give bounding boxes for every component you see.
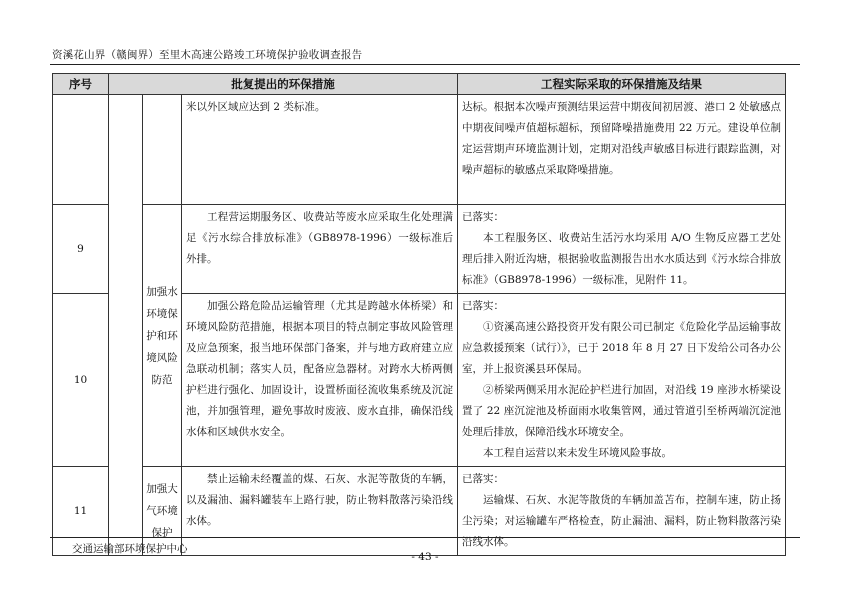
result-text: 达标。根据本次噪声预测结果运营中期夜间初居渡、港口 2 处敏感点中期夜间噪声值超标超标，预留降噪措施费用 22 万元。建设单位制定运营期声环境监测计划，定期对沿线声敏感目标进行跟踪监测，对噪声超标的敏感点采取降噪措施。	[462, 101, 782, 176]
row-category	[143, 95, 182, 205]
col-header-result: 工程实际采取的环保措施及结果	[458, 74, 786, 95]
outer-category-cell	[109, 95, 143, 556]
result-text: 本工程自运营以来未发生环境风险事故。	[483, 447, 673, 459]
page-number: - 43 -	[411, 551, 439, 563]
result-text: 运输煤、石灰、水泥等散货的车辆加盖苫布，控制车速，防止扬尘污染；对运输罐车严格检查，防止漏油、漏料，防止物料散落污染沿线水体。	[462, 494, 782, 548]
requirement-text: 米以外区域应达到 2 类标准。	[186, 101, 326, 113]
row-requirement	[182, 205, 458, 294]
row-seq	[53, 95, 109, 205]
requirement-text: 加强公路危险品运输管理（尤其是跨越水体桥梁）和环境风险防范措施，根据本项目的特点制定事故风险管理及应急预案，报当地环保部门备案，并与地方政府建立应急联动机制；落实人员，配备应急器材。对跨水大桥两侧护栏进行强化、加固设计，设置桥面径流收集系统及沉淀池，并加强管理，避免事故时废液、废水直排，确保沿线水体和区域供水安全。	[186, 300, 454, 438]
report-title: 资溪花山界（赣闽界）至里木高速公路竣工环境保护验收调查报告	[52, 49, 363, 61]
footer-divider	[50, 537, 800, 538]
col-header-seq: 序号	[53, 74, 109, 95]
table-row	[53, 205, 786, 294]
requirement-text: 工程营运期服务区、收费站等废水应采取生化处理满足《污水综合排放标准》（GB8978-1996）一级标准后外排。	[186, 211, 454, 265]
row-seq: 11	[53, 467, 109, 556]
footer-organization: 交通运输部环境保护中心	[72, 543, 188, 555]
status-text: 已落实：	[462, 473, 505, 485]
row-category: 加强大气环境保护	[143, 467, 182, 556]
row-requirement	[182, 467, 458, 556]
col-header-requirement: 批复提出的环保措施	[109, 74, 458, 95]
row-requirement	[182, 95, 458, 205]
row-seq: 9	[53, 205, 109, 294]
row-result	[458, 294, 786, 467]
row-result	[458, 205, 786, 294]
result-text: ①资溪高速公路投资开发有限公司已制定《危险化学品运输事故应急救援预案（试行）》，已于 2018 年 8 月 27 日下发给公司各办公室，并上报资溪县环保局。	[462, 321, 782, 375]
measures-table	[52, 73, 786, 556]
row-requirement	[182, 294, 458, 467]
row-seq: 10	[53, 294, 109, 467]
row-category: 加强水环境保护和环境风险防范	[143, 205, 182, 467]
status-text: 已落实：	[462, 300, 505, 312]
requirement-text: 禁止运输未经覆盖的煤、石灰、水泥等散货的车辆，以及漏油、漏料罐装车上路行驶，防止物料散落污染沿线水体。	[186, 473, 454, 527]
status-text: 已落实：	[462, 211, 505, 223]
table-row	[53, 95, 786, 205]
table-header-row	[53, 74, 786, 95]
row-result	[458, 95, 786, 205]
result-text: 本工程服务区、收费站生活污水均采用 A/O 生物反应器工艺处理后排入附近沟塘，根据验收监测报告出水水质达到《污水综合排放标准》（GB8978-1996）一级标准，见附件 11。	[462, 232, 782, 286]
row-result	[458, 467, 786, 556]
result-text: ②桥梁两侧采用水泥砼护栏进行加固，对沿线 19 座涉水桥梁设置了 22 座沉淀池及桥面雨水收集管网，通过管道引至桥两端沉淀池处理后排放，保障沿线水环境安全。	[462, 384, 782, 438]
header-divider	[50, 64, 800, 65]
